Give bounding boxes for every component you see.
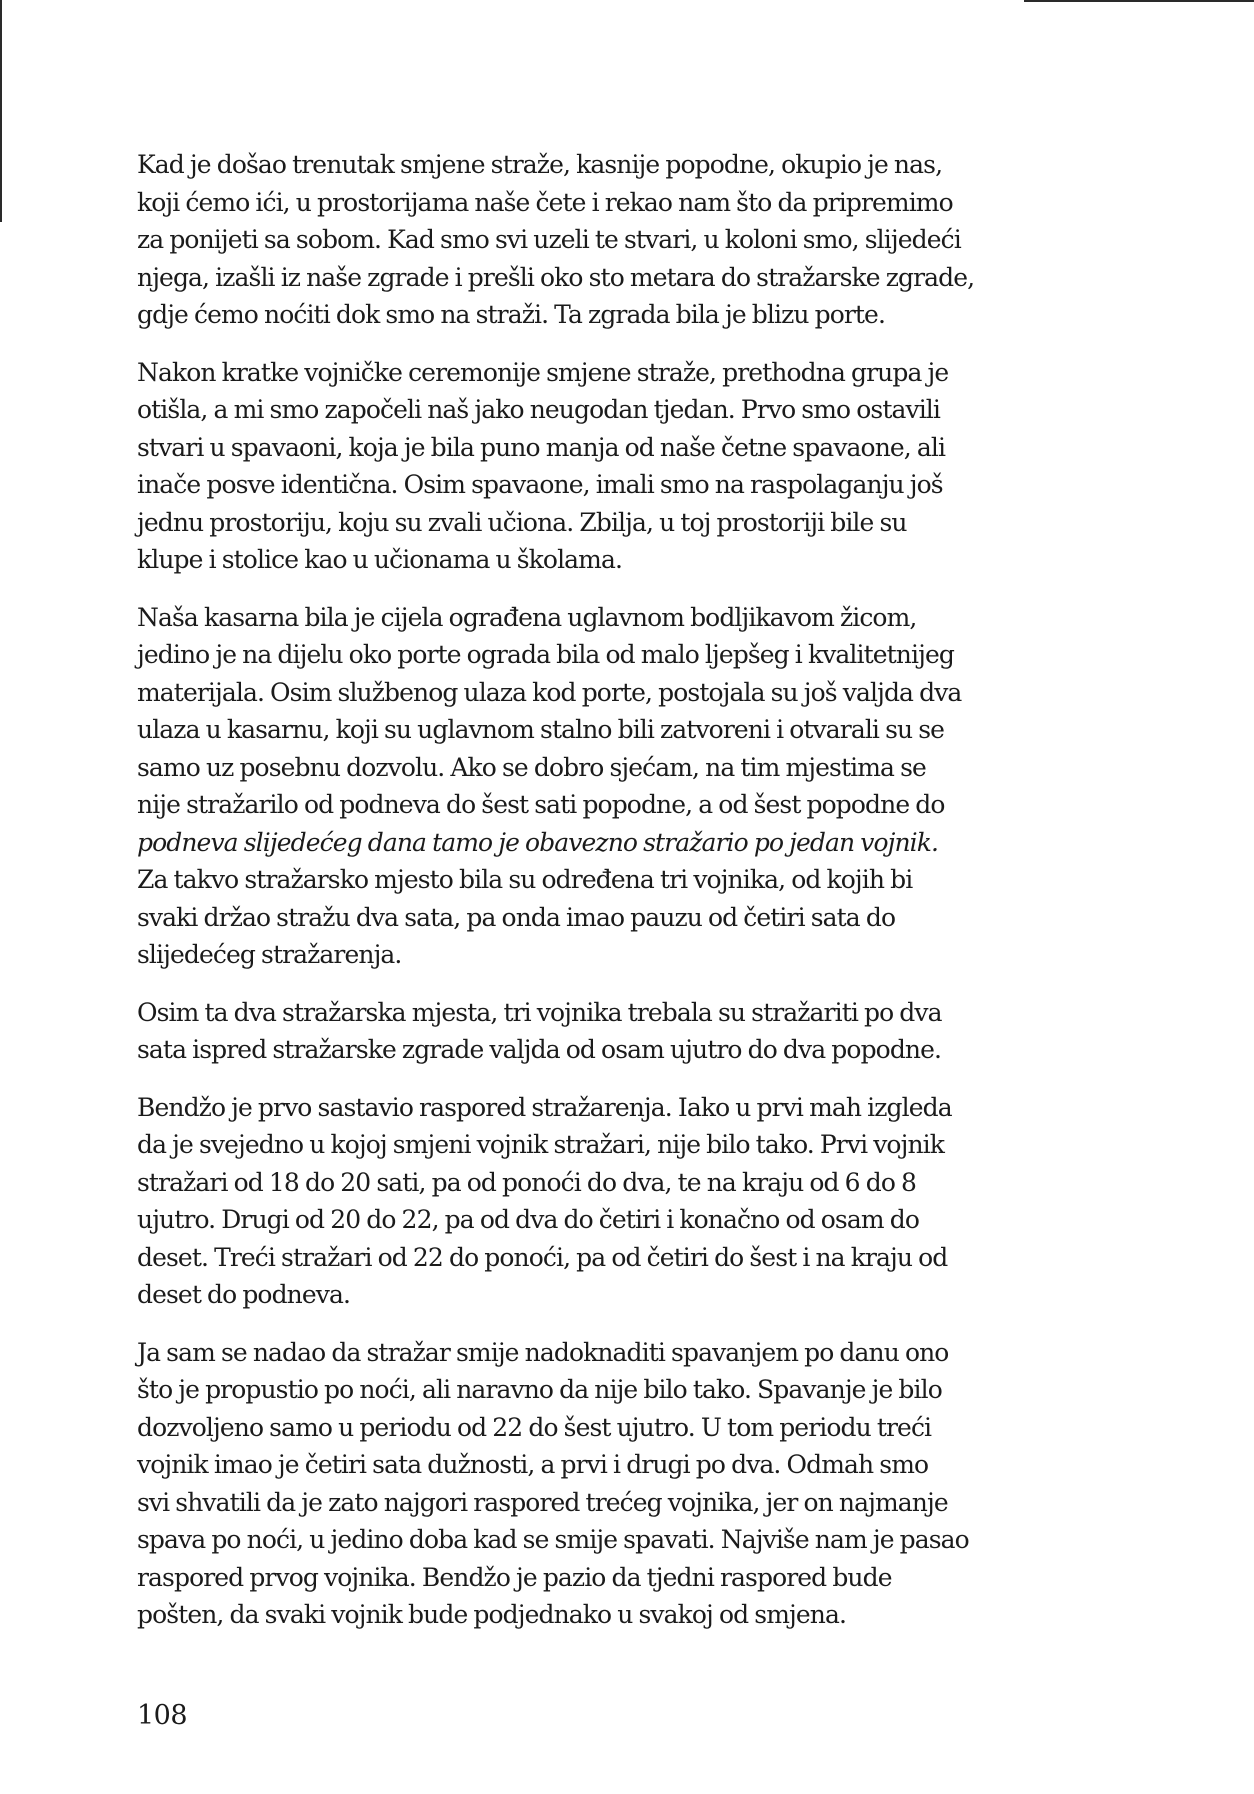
text-line: deset do podneva. bbox=[137, 1280, 351, 1309]
text-line: Osim ta dva stražarska mjesta, tri vojnika trebala su stražariti po dva bbox=[137, 997, 942, 1027]
text-line: stvari u spavaoni, koja je bila puno manja od naše četne spavaone, ali bbox=[137, 432, 946, 462]
text-line: da je svejedno u kojoj smjeni vojnik stražari, nije bilo tako. Prvi vojnik bbox=[137, 1130, 944, 1159]
text-line: inače posve identična. Osim spavaone, imali smo na raspolaganju još bbox=[137, 470, 943, 499]
text-line: Nakon kratke vojničke ceremonije smjene straže, prethodna grupa je bbox=[137, 357, 949, 387]
text-line: otišla, a mi smo započeli naš jako neugodan tjedan. Prvo smo ostavili bbox=[137, 395, 940, 424]
text-line: jednu prostoriju, koju su zvali učiona. Zbilja, u toj prostoriji bile su bbox=[137, 507, 907, 537]
page-number: 108 bbox=[137, 1700, 188, 1731]
text-line: slijedećeg stražarenja. bbox=[137, 940, 402, 969]
text-line: materijala. Osim službenog ulaza kod porte, postojala su još valjda dva bbox=[137, 677, 962, 707]
text-line: stražari od 18 do 20 sati, pa od ponoći do dva, te na kraju od 6 do 8 bbox=[137, 1167, 917, 1197]
paragraph-5 bbox=[137, 1089, 1117, 1314]
paragraph-4 bbox=[137, 994, 1117, 1069]
text-line: ulaza u kasarnu, koji su uglavnom stalno bili zatvoreni i otvarali su se bbox=[137, 715, 945, 744]
text-line: Ja sam se nadao da stražar smije nadoknaditi spavanjem po danu ono bbox=[137, 1337, 949, 1367]
text-line: svaki držao stražu dva sata, pa onda imao pauzu od četiri sata do bbox=[137, 902, 896, 932]
text-line: nije stražarilo od podneva do šest sati popodne, a od šest popodne do bbox=[137, 790, 945, 819]
paragraph-1 bbox=[137, 146, 1117, 334]
paragraph-2 bbox=[137, 354, 1117, 579]
body-text bbox=[137, 146, 1117, 1654]
text-line: deset. Treći stražari od 22 do ponoći, pa od četiri do šest i na kraju od bbox=[137, 1242, 948, 1272]
text-line: dozvoljeno samo u periodu od 22 do šest ujutro. U tom periodu treći bbox=[137, 1412, 932, 1442]
text-line: vojnik imao je četiri sata dužnosti, a prvi i drugi po dva. Odmah smo bbox=[137, 1450, 929, 1479]
text-line: jedino je na dijelu oko porte ograda bila od malo ljepšeg i kvalitetnijeg bbox=[137, 640, 954, 669]
scan-edge-left bbox=[0, 0, 2, 222]
text-line: pošten, da svaki vojnik bude podjednako u svakoj od smjena. bbox=[137, 1600, 846, 1629]
text-line: klupe i stolice kao u učionama u školama. bbox=[137, 545, 623, 574]
text-line: što je propustio po noći, ali naravno da nije bilo tako. Spavanje je bilo bbox=[137, 1375, 942, 1404]
text-line: svi shvatili da je zato najgori raspored trećeg vojnika, jer on najmanje bbox=[137, 1487, 948, 1517]
text-line: Kad je došao trenutak smjene straže, kasnije popodne, okupio je nas, bbox=[137, 150, 943, 179]
text-line: gdje ćemo noćiti dok smo na straži. Ta zgrada bila je blizu porte. bbox=[137, 300, 885, 329]
text-line: raspored prvog vojnika. Bendžo je pazio da tjedni raspored bude bbox=[137, 1562, 892, 1592]
text-line: ujutro. Drugi od 20 do 22, pa od dva do četiri i konačno od osam do bbox=[137, 1205, 919, 1234]
paragraph-3 bbox=[137, 599, 1117, 974]
text-line-italic: podneva slijedećeg dana tamo je obavezno stražario po jedan vojnik. bbox=[137, 827, 939, 857]
text-line: spava po noći, u jedino doba kad se smije spavati. Najviše nam je pasao bbox=[137, 1525, 969, 1554]
text-line: Naša kasarna bila je cijela ograđena uglavnom bodljikavom žicom, bbox=[137, 602, 917, 632]
text-line: samo uz posebnu dozvolu. Ako se dobro sjećam, na tim mjestima se bbox=[137, 752, 926, 782]
text-line: Za takvo stražarsko mjesto bila su određena tri vojnika, od kojih bi bbox=[137, 865, 913, 894]
text-line: koji ćemo ići, u prostorijama naše čete i rekao nam što da pripremimo bbox=[137, 187, 953, 217]
scan-edge-top bbox=[1024, 0, 1254, 2]
text-line: njega, izašli iz naše zgrade i prešli oko sto metara do stražarske zgrade, bbox=[137, 262, 975, 292]
text-line: za ponijeti sa sobom. Kad smo svi uzeli te stvari, u koloni smo, slijedeći bbox=[137, 225, 961, 254]
text-line: sata ispred stražarske zgrade valjda od osam ujutro do dva popodne. bbox=[137, 1035, 942, 1064]
text-line: Bendžo je prvo sastavio raspored stražarenja. Iako u prvi mah izgleda bbox=[137, 1092, 952, 1122]
paragraph-6 bbox=[137, 1334, 1117, 1634]
